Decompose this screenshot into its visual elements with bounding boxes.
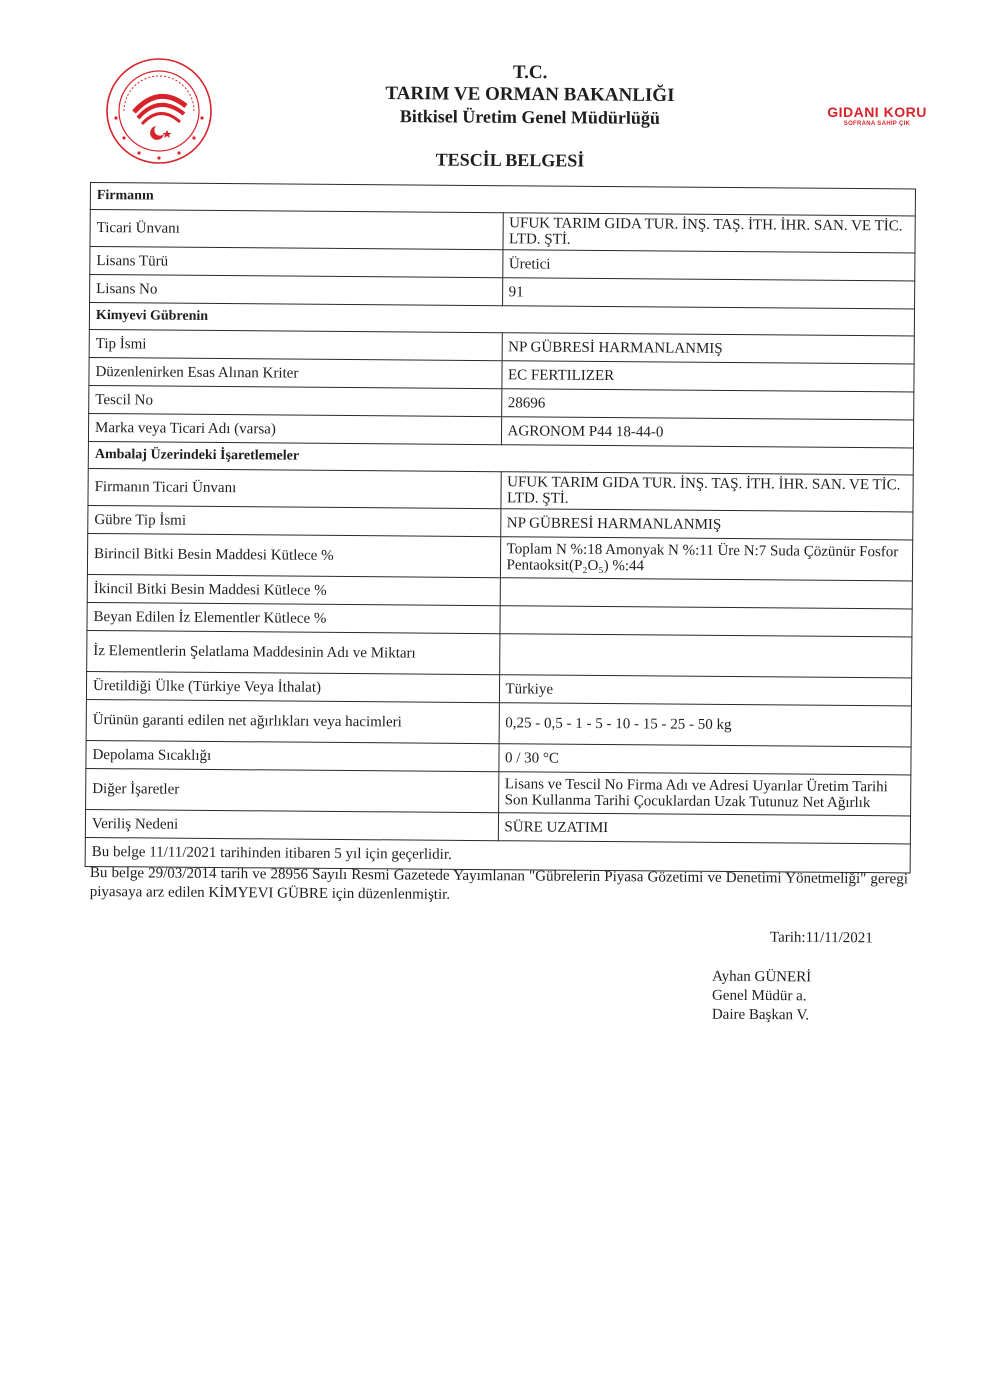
value-trade-name: UFUK TARIM GIDA TUR. İNŞ. TAŞ. İTH. İHR. SAN. VE TİC. LTD. ŞTİ. (502, 213, 915, 253)
brand-logo (812, 104, 942, 127)
header-tc: T.C. (512, 61, 548, 84)
signature-block (712, 968, 811, 1026)
label-pack-trade-name: Firmanın Ticari Ünvanı (88, 468, 501, 508)
signer-name: Ayhan GÜNERİ (712, 968, 812, 986)
document-header (300, 60, 760, 129)
brand-tagline: SOFRANA SAHİP ÇIK (843, 121, 911, 127)
document-title: TESCİL BELGESİ (435, 149, 585, 171)
label-license-no: Lisans No (90, 275, 503, 306)
value-trace-elements (499, 606, 912, 637)
label-trade-name: Ticari Ünvanı (90, 210, 503, 250)
value-registration-no: 28696 (501, 389, 914, 420)
value-issue-reason: SÜRE UZATIMI (498, 813, 911, 844)
label-fertilizer-type: Gübre Tip İsmi (88, 505, 501, 536)
ministry-seal-icon (104, 56, 214, 166)
section-firm: Firmanın (90, 183, 915, 216)
value-type-name: NP GÜBRESİ HARMANLANMIŞ (502, 333, 915, 364)
value-chelating-agent (499, 634, 912, 678)
label-type-name: Tip İsmi (89, 329, 502, 360)
brand-name: GIDANI KORU (827, 104, 927, 120)
value-storage-temp: 0 / 30 °C (498, 744, 911, 775)
label-origin-country: Üretildiği Ülke (Türkiye Veya İthalat) (86, 671, 499, 702)
value-brand-name: AGRONOM P44 18-44-0 (501, 417, 914, 448)
value-other-markings: Lisans ve Tescil No Firma Adı ve Adresi Uyarılar Üretim Tarihi Son Kullanma Tarihi Çocuklardan Uzak Tutunuz Net Ağırlık (498, 772, 911, 816)
value-origin-country: Türkiye (499, 675, 912, 706)
value-criterion: EC FERTILIZER (501, 361, 914, 392)
label-registration-no: Tescil No (89, 385, 502, 416)
label-other-markings: Diğer İşaretler (86, 768, 499, 812)
label-issue-reason: Veriliş Nedeni (85, 809, 498, 840)
value-pack-trade-name: UFUK TARIM GIDA TUR. İNŞ. TAŞ. İTH. İHR. SAN. VE TİC. LTD. ŞTİ. (500, 472, 913, 512)
label-primary-nutrient: Birincil Bitki Besin Maddesi Kütlece % (87, 533, 500, 577)
label-net-weights: Ürünün garanti edilen net ağırlıkları veya hacimleri (86, 699, 499, 743)
section-fertilizer: Kimyevi Gübrenin (89, 303, 914, 336)
label-criterion: Düzenlenirken Esas Alınan Kriter (89, 357, 502, 388)
header-ministry: TARIM VE ORMAN BAKANLIĞI (385, 82, 675, 107)
signer-title-2: Daire Başkan V. (711, 1006, 810, 1024)
value-fertilizer-type: NP GÜBRESİ HARMANLANMIŞ (500, 509, 913, 540)
footnote: Bu belge 29/03/2014 tarih ve 28956 Sayılı Resmi Gazetede Yayımlanan "Gübrelerin Piyasa Gözetimi ve Denetimi Yönetmeliği" geregi piyasaya arz edilen KİMYEVI GÜBRE için düzenlenmiştir. (89, 864, 908, 903)
validity-statement: Bu belge 11/11/2021 tarihinden itibaren 5 yıl için geçerlidir. (85, 837, 910, 872)
value-license-type: Üretici (502, 250, 915, 281)
value-secondary-nutrient (500, 578, 913, 609)
label-brand-name: Marka veya Ticari Adı (varsa) (88, 413, 501, 444)
label-chelating-agent: İz Elementlerin Şelatlama Maddesinin Adı ve Miktarı (87, 630, 500, 674)
label-trace-elements: Beyan Edilen İz Elementler Kütlece % (87, 602, 500, 633)
issue-date: Tarih:11/11/2021 (769, 929, 873, 947)
header-department: Bitkisel Üretim Genel Müdürlüğü (399, 106, 661, 128)
signer-title-1: Genel Müdür a. (711, 987, 807, 1005)
value-primary-nutrient: Toplam N %:18 Amonyak N %:11 Üre N:7 Suda Çözünür Fosfor Pentaoksit(P₂O₅) %:44 (500, 537, 913, 581)
value-license-no: 91 (502, 278, 915, 309)
label-secondary-nutrient: İkincil Bitki Besin Maddesi Kütlece % (87, 574, 500, 605)
section-packaging: Ambalaj Üzerindeki İşaretlemeler (88, 441, 913, 474)
value-net-weights: 0,25 - 0,5 - 1 - 5 - 10 - 15 - 25 - 50 kg (499, 703, 912, 747)
registration-table (85, 182, 916, 873)
label-storage-temp: Depolama Sıcaklığı (86, 740, 499, 771)
label-license-type: Lisans Türü (90, 247, 503, 278)
